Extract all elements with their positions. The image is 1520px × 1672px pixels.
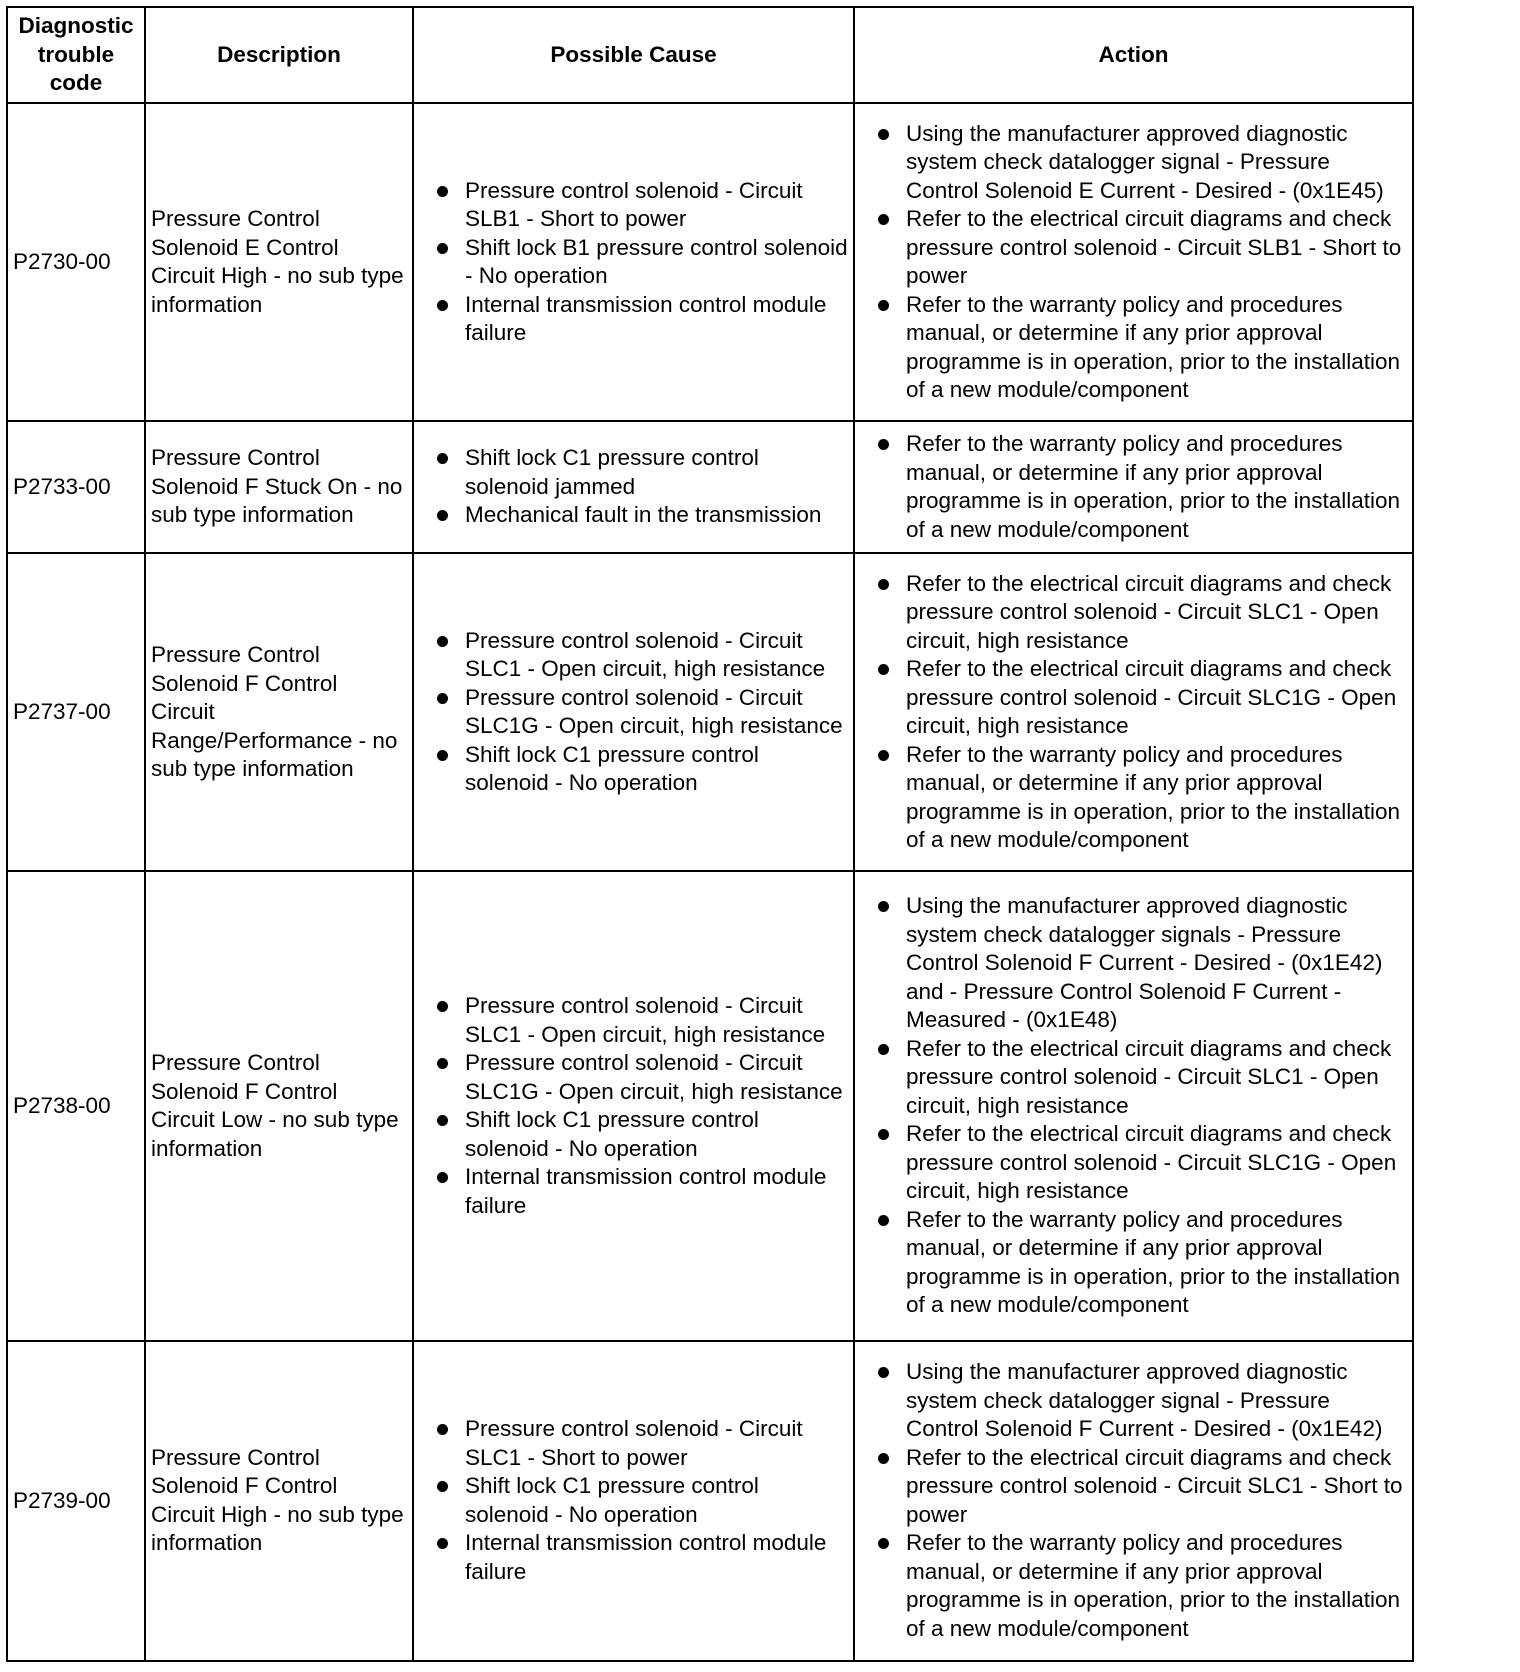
dtc-code: P2733-00	[7, 421, 145, 553]
table-body	[7, 103, 1413, 1661]
dtc-table	[6, 6, 1414, 1662]
header-code: Diagnostic trouble code	[7, 7, 145, 103]
cause-item: Shift lock C1 pressure control solenoid - No operation	[419, 1472, 848, 1529]
action-cell	[854, 421, 1413, 553]
dtc-code: P2730-00	[7, 103, 145, 421]
action-item: Refer to the electrical circuit diagrams and check pressure control solenoid - Circuit SLC1 - Short to power	[860, 1444, 1407, 1530]
header-description: Description	[145, 7, 413, 103]
cause-list	[419, 177, 848, 348]
cause-item: Pressure control solenoid - Circuit SLC1 - Open circuit, high resistance	[419, 992, 848, 1049]
dtc-code: P2737-00	[7, 553, 145, 871]
action-list	[860, 120, 1407, 405]
cause-list	[419, 627, 848, 798]
cause-list	[419, 444, 848, 530]
possible-cause-cell	[413, 553, 854, 871]
table-row	[7, 421, 1413, 553]
table-row	[7, 1341, 1413, 1661]
header-row	[7, 7, 1413, 103]
cause-item: Internal transmission control module failure	[419, 291, 848, 348]
action-item: Refer to the warranty policy and procedures manual, or determine if any prior approval programme is in operation, prior to the installation of a new module/component	[860, 1529, 1407, 1643]
header-action: Action	[854, 7, 1413, 103]
dtc-description: Pressure Control Solenoid F Stuck On - no sub type information	[145, 421, 413, 553]
cause-item: Internal transmission control module failure	[419, 1163, 848, 1220]
header-possible-cause: Possible Cause	[413, 7, 854, 103]
action-list	[860, 1358, 1407, 1643]
cause-item: Shift lock C1 pressure control solenoid - No operation	[419, 741, 848, 798]
possible-cause-cell	[413, 871, 854, 1341]
table-row	[7, 103, 1413, 421]
action-list	[860, 892, 1407, 1320]
cause-item: Pressure control solenoid - Circuit SLC1G - Open circuit, high resistance	[419, 684, 848, 741]
cause-item: Pressure control solenoid - Circuit SLC1G - Open circuit, high resistance	[419, 1049, 848, 1106]
dtc-description: Pressure Control Solenoid E Control Circuit High - no sub type information	[145, 103, 413, 421]
possible-cause-cell	[413, 421, 854, 553]
dtc-description: Pressure Control Solenoid F Control Circuit Range/Performance - no sub type information	[145, 553, 413, 871]
action-item: Using the manufacturer approved diagnostic system check datalogger signal - Pressure Control Solenoid F Current - Desired - (0x1E42)	[860, 1358, 1407, 1444]
action-item: Refer to the warranty policy and procedures manual, or determine if any prior approval programme is in operation, prior to the installation of a new module/component	[860, 741, 1407, 855]
action-item: Refer to the warranty policy and procedures manual, or determine if any prior approval programme is in operation, prior to the installation of a new module/component	[860, 291, 1407, 405]
table-row	[7, 553, 1413, 871]
action-item: Refer to the warranty policy and procedures manual, or determine if any prior approval programme is in operation, prior to the installation of a new module/component	[860, 1206, 1407, 1320]
cause-item: Shift lock B1 pressure control solenoid - No operation	[419, 234, 848, 291]
possible-cause-cell	[413, 103, 854, 421]
cause-item: Mechanical fault in the transmission	[419, 501, 848, 530]
dtc-description: Pressure Control Solenoid F Control Circuit High - no sub type information	[145, 1341, 413, 1661]
cause-list	[419, 1415, 848, 1586]
action-item: Refer to the electrical circuit diagrams and check pressure control solenoid - Circuit SLC1G - Open circuit, high resistance	[860, 655, 1407, 741]
table-row	[7, 871, 1413, 1341]
cause-list	[419, 992, 848, 1220]
action-list	[860, 570, 1407, 855]
cause-item: Pressure control solenoid - Circuit SLC1 - Open circuit, high resistance	[419, 627, 848, 684]
action-cell	[854, 103, 1413, 421]
action-item: Refer to the electrical circuit diagrams and check pressure control solenoid - Circuit SLC1 - Open circuit, high resistance	[860, 1035, 1407, 1121]
possible-cause-cell	[413, 1341, 854, 1661]
action-item: Refer to the warranty policy and procedures manual, or determine if any prior approval programme is in operation, prior to the installation of a new module/component	[860, 430, 1407, 544]
action-item: Using the manufacturer approved diagnostic system check datalogger signal - Pressure Control Solenoid E Current - Desired - (0x1E45)	[860, 120, 1407, 206]
dtc-description: Pressure Control Solenoid F Control Circuit Low - no sub type information	[145, 871, 413, 1341]
action-item: Refer to the electrical circuit diagrams and check pressure control solenoid - Circuit SLB1 - Short to power	[860, 205, 1407, 291]
cause-item: Shift lock C1 pressure control solenoid jammed	[419, 444, 848, 501]
action-cell	[854, 871, 1413, 1341]
dtc-code: P2738-00	[7, 871, 145, 1341]
cause-item: Pressure control solenoid - Circuit SLB1 - Short to power	[419, 177, 848, 234]
action-item: Refer to the electrical circuit diagrams and check pressure control solenoid - Circuit SLC1G - Open circuit, high resistance	[860, 1120, 1407, 1206]
action-item: Using the manufacturer approved diagnostic system check datalogger signals - Pressure Control Solenoid F Current - Desired - (0x1E42) and - Pressure Control Solenoid F Current - Measured - (0x1E48)	[860, 892, 1407, 1035]
action-cell	[854, 1341, 1413, 1661]
dtc-code: P2739-00	[7, 1341, 145, 1661]
action-item: Refer to the electrical circuit diagrams and check pressure control solenoid - Circuit SLC1 - Open circuit, high resistance	[860, 570, 1407, 656]
action-cell	[854, 553, 1413, 871]
cause-item: Internal transmission control module failure	[419, 1529, 848, 1586]
cause-item: Pressure control solenoid - Circuit SLC1 - Short to power	[419, 1415, 848, 1472]
cause-item: Shift lock C1 pressure control solenoid - No operation	[419, 1106, 848, 1163]
action-list	[860, 430, 1407, 544]
